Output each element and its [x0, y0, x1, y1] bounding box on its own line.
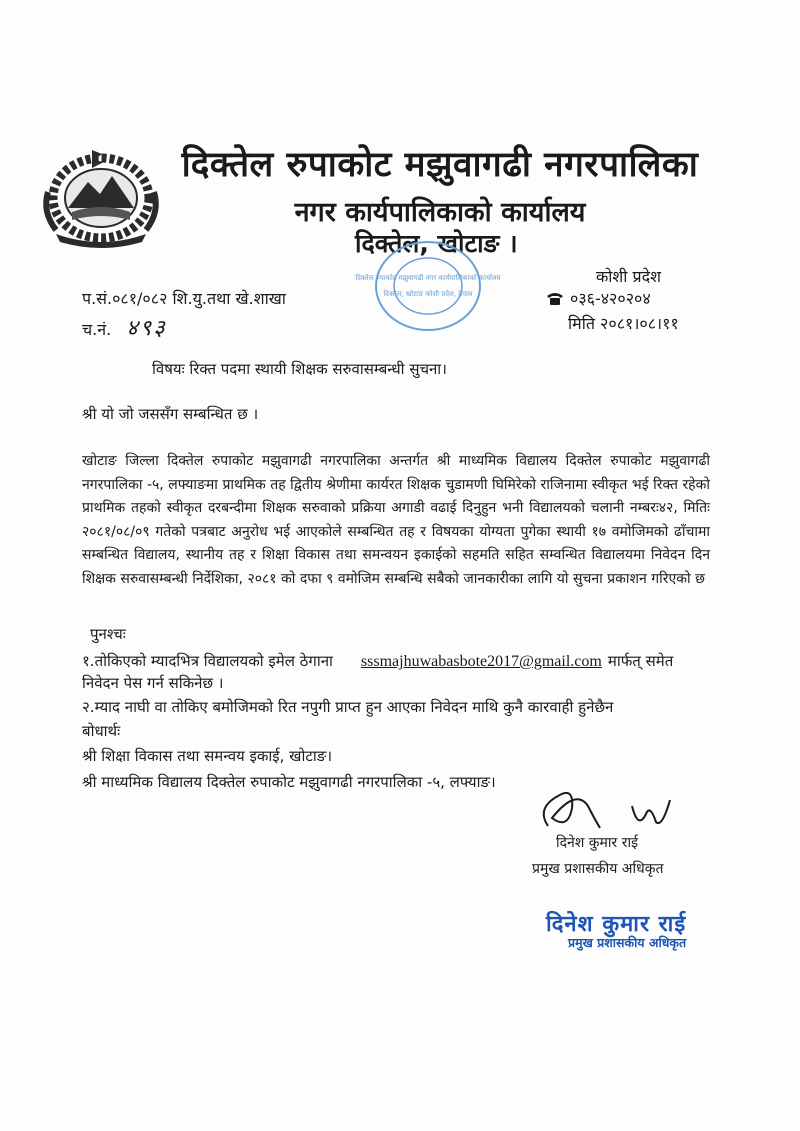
- school-email-link[interactable]: sssmajhuwabasbote2017@gmail.com: [360, 653, 602, 670]
- cc-item: श्री शिक्षा विकास तथा समन्वय इकाई, खोटाङ।: [82, 747, 333, 765]
- handwritten-signature: [528, 778, 688, 840]
- postscript-note-1: [82, 651, 673, 671]
- dispatch-number: ४९३: [126, 316, 167, 341]
- name-stamp: दिनेश कुमार राई: [546, 912, 687, 937]
- province-name: कोशी प्रदेश: [596, 267, 662, 286]
- municipality-title: दिक्तेल रुपाकोट मझुवागढी नगरपालिका: [181, 145, 699, 185]
- signatory-name: दिनेश कुमार राई: [556, 835, 638, 851]
- cc-label: बोधार्थः: [82, 722, 121, 740]
- office-subtitle: नगर कार्यपालिकाको कार्यालय: [294, 197, 586, 228]
- phone-number: ०३६-४२०२०४: [570, 289, 651, 308]
- office-seal-icon: [355, 238, 501, 334]
- dispatch-label: च.नं.: [82, 320, 112, 339]
- cc-item: श्री माध्यमिक विद्यालय दिक्तेल रुपाकोट मझुवागढी नगरपालिका -५, लफ्याङ।: [82, 773, 496, 791]
- note-1-suffix: मार्फत् समेत: [607, 652, 674, 670]
- telephone-icon: [546, 291, 564, 305]
- phone-row: [546, 287, 651, 309]
- signatory-post: प्रमुख प्रशासकीय अधिकृत: [532, 861, 664, 877]
- subject-line: विषयः रिक्त पदमा स्थायी शिक्षक सरुवासम्बन्धी सुचना।: [152, 360, 447, 378]
- postscript-note-1-cont: निवेदन पेस गर्न सकिनेछ ।: [82, 674, 224, 692]
- postscript-label: पुनश्चः: [90, 625, 126, 643]
- post-stamp: प्रमुख प्रशासकीय अधिकृत: [568, 935, 687, 950]
- dispatch-number-row: [82, 312, 167, 342]
- office-location: दिक्तेल, खोटाङ ।: [355, 229, 518, 258]
- seal-text-1: दिक्तेल रुपाकोट मझुवागढी नगर कार्यपालिकाको कार्यालय: [355, 274, 501, 282]
- reference-number: प.सं.०८१/०८२ शि.यु.तथा खे.शाखा: [82, 289, 286, 308]
- nepal-emblem-icon: [42, 142, 160, 248]
- postscript-note-2: २.म्याद नाघी वा तोकिए बमोजिमको रित नपुगी प्राप्त हुन आएका निवेदन माथि कुनै कारवाही हुनेछैन: [82, 698, 614, 716]
- note-1-prefix: १.तोकिएको म्यादभित्र विद्यालयको इमेल ठेगाना: [82, 652, 333, 670]
- body-paragraph: खोटाङ जिल्ला दिक्तेल रुपाकोट मझुवागढी नगरपालिका अन्तर्गत श्री माध्यमिक विद्यालय दिक्तेल रुपाकोट मझुवागढी नगरपालिका -५, लफ्याङमा प्राथमिक तह द्वितीय श्रेणीमा कार्यरत शिक्षक चुडामणी घिमिरेको राजिनामा स्वीकृत भई रिक्त रहेको प्राथमिक तहको स्वीकृत दरबन्दीमा शिक्षक सरुवाको प्रक्रिया अगाडी वढाई दिनुहुन भनी विद्यालयको चलानी नम्बरः४२, मितिः २०८१/०८/०९ गतेको पत्रबाट अनुरोध भई आएकोले सम्बन्धित तह र विषयका योग्यता पुगेका स्थायी १७ वमोजिमको ढाँचामा सम्बन्धित विद्यालय, स्थानीय तह र शिक्षा विकास तथा समन्वयन इकाईको सहमति सहित सम्वन्धित विद्यालयमा निवेदन दिन शिक्षक सरुवासम्बन्धी निर्देशिका, २०८१ को दफा ९ वमोजिम सम्बन्धि सबैको जानकारीका लागि यो सुचना प्रकाशन गरिएको छ: [82, 453, 710, 587]
- seal-text-2: दिक्तेल, खोटाङ कोशी प्रदेश, नेपाल: [383, 290, 473, 298]
- letter-date: मिति २०८१।०८।११: [568, 314, 679, 333]
- salutation: श्री यो जो जससँग सम्बन्धित छ ।: [82, 405, 259, 423]
